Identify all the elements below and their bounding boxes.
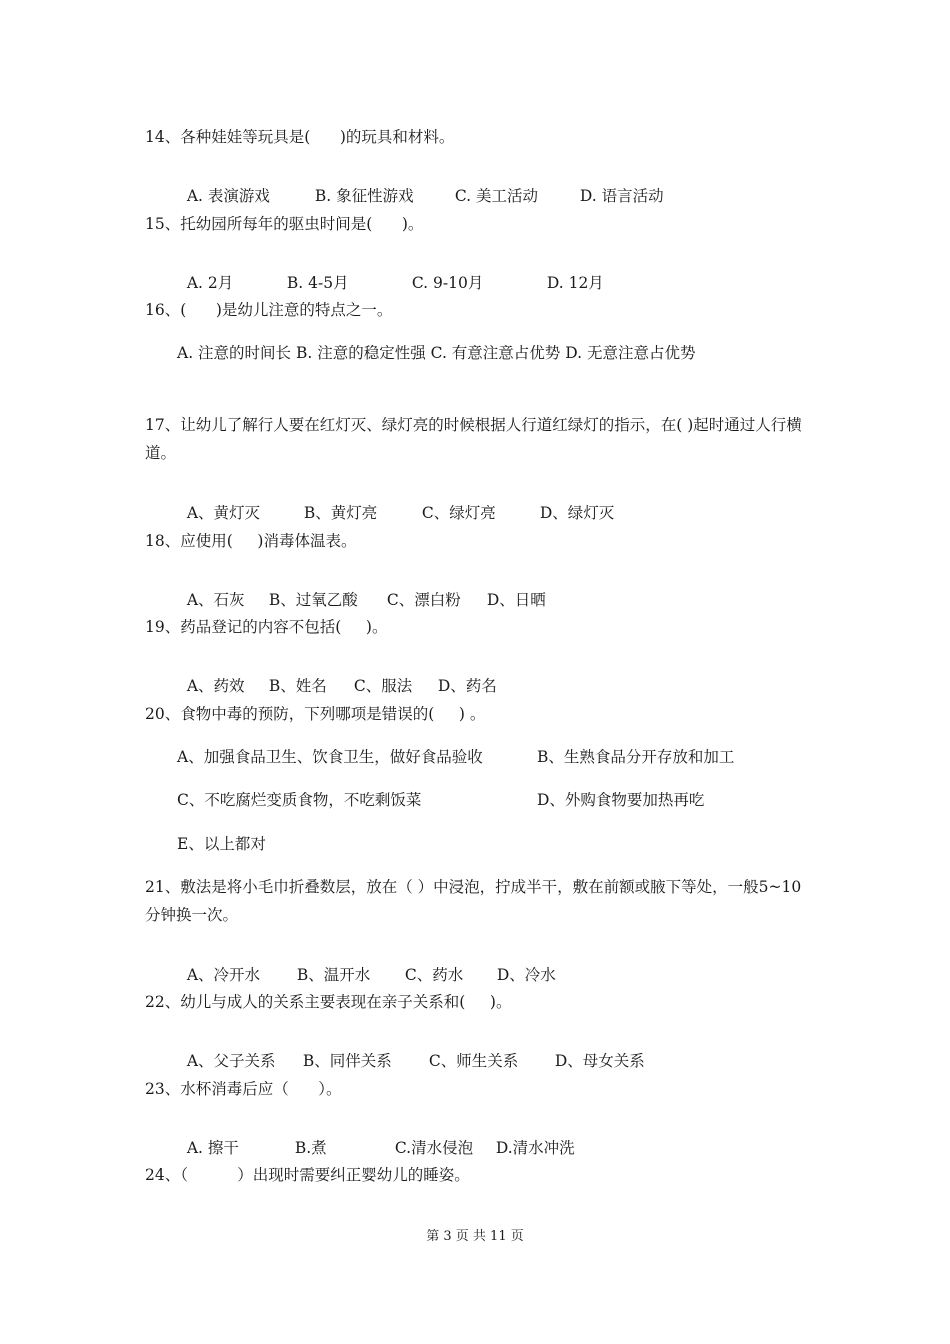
question-20-option-a: A、加强食品卫生、饮食卫生，做好食品验收 xyxy=(177,748,483,766)
question-20-option-b: B、生熟食品分开存放和加工 xyxy=(537,748,735,766)
option-a: A. 擦干 xyxy=(186,1138,239,1157)
question-18-options xyxy=(177,577,546,608)
question-19-stem: 19、药品登记的内容不包括( )。 xyxy=(145,618,388,636)
question-23-options xyxy=(177,1125,575,1156)
option-b: B.煮 xyxy=(294,1138,327,1157)
option-c: C、漂白粉 xyxy=(386,590,461,609)
option-b: B. 4-5月 xyxy=(286,273,349,292)
option-b: B、同伴关系 xyxy=(302,1051,392,1070)
page-footer: 第 3 页 共 11 页 xyxy=(426,1229,524,1244)
option-c: C、师生关系 xyxy=(428,1051,519,1070)
question-22-stem: 22、幼儿与成人的关系主要表现在亲子关系和( )。 xyxy=(145,993,512,1011)
question-20-option-c: C、不吃腐烂变质食物，不吃剩饭菜 xyxy=(177,791,422,809)
option-a: A、药效 xyxy=(186,676,245,695)
question-15-options xyxy=(177,260,604,291)
question-24-stem: 24、（ ）出现时需要纠正婴幼儿的睡姿。 xyxy=(145,1166,470,1184)
option-d: D、药名 xyxy=(437,676,497,695)
option-b: B、温开水 xyxy=(296,965,371,984)
question-20-stem: 20、食物中毒的预防，下列哪项是错误的( ) 。 xyxy=(145,705,486,723)
question-20-option-e: E、以上都对 xyxy=(177,835,266,853)
option-b: B. 象征性游戏 xyxy=(314,186,414,205)
option-d: D、母女关系 xyxy=(554,1051,645,1070)
question-18-stem: 18、应使用( )消毒体温表。 xyxy=(145,532,357,550)
option-a: A. 表演游戏 xyxy=(186,186,270,205)
question-21-options xyxy=(177,952,556,983)
option-c: C. 9-10月 xyxy=(411,273,484,292)
option-a: A、石灰 xyxy=(186,590,245,609)
option-d: D.清水冲洗 xyxy=(495,1138,575,1157)
option-d: D. 12月 xyxy=(546,273,604,292)
question-15-stem: 15、托幼园所每年的驱虫时间是( )。 xyxy=(145,215,424,233)
option-d: D、冷水 xyxy=(496,965,556,984)
question-14-options xyxy=(177,173,664,204)
option-b: B、过氧乙酸 xyxy=(268,590,358,609)
option-c: C、绿灯亮 xyxy=(421,503,496,522)
option-d: D、绿灯灭 xyxy=(539,503,615,522)
question-17-options xyxy=(177,490,614,521)
question-14-stem: 14、各种娃娃等玩具是( )的玩具和材料。 xyxy=(145,128,455,146)
question-23-stem: 23、水杯消毒后应（ ）。 xyxy=(145,1080,342,1098)
option-c: C.清水侵泡 xyxy=(394,1138,474,1157)
question-22-options xyxy=(177,1038,645,1069)
option-d: D. 语言活动 xyxy=(579,186,664,205)
option-a: A、父子关系 xyxy=(186,1051,276,1070)
option-b: B、姓名 xyxy=(268,676,327,695)
question-19-options xyxy=(177,663,497,694)
option-a: A. 2月 xyxy=(186,273,234,292)
option-a: A、冷开水 xyxy=(186,965,261,984)
question-21-stem: 21、敷法是将小毛巾折叠数层，放在（ ）中浸泡，拧成半干，敷在前额或腋下等处，一般5~10分钟换一次。 xyxy=(145,878,802,924)
option-b: B、黄灯亮 xyxy=(303,503,378,522)
option-c: C、服法 xyxy=(353,676,413,695)
question-20-option-d: D、外购食物要加热再吃 xyxy=(537,791,705,809)
question-16-options: A. 注意的时间长 B. 注意的稳定性强 C. 有意注意占优势 D. 无意注意占优势 xyxy=(177,344,696,362)
option-c: C、药水 xyxy=(404,965,464,984)
option-d: D、日晒 xyxy=(486,590,546,609)
question-17-stem: 17、让幼儿了解行人要在红灯灭、绿灯亮的时候根据人行道红绿灯的指示，在( )起时通过人行横道。 xyxy=(145,416,802,462)
option-c: C. 美工活动 xyxy=(454,186,539,205)
option-a: A、黄灯灭 xyxy=(186,503,261,522)
question-16-stem: 16、( )是幼儿注意的特点之一。 xyxy=(145,301,393,319)
